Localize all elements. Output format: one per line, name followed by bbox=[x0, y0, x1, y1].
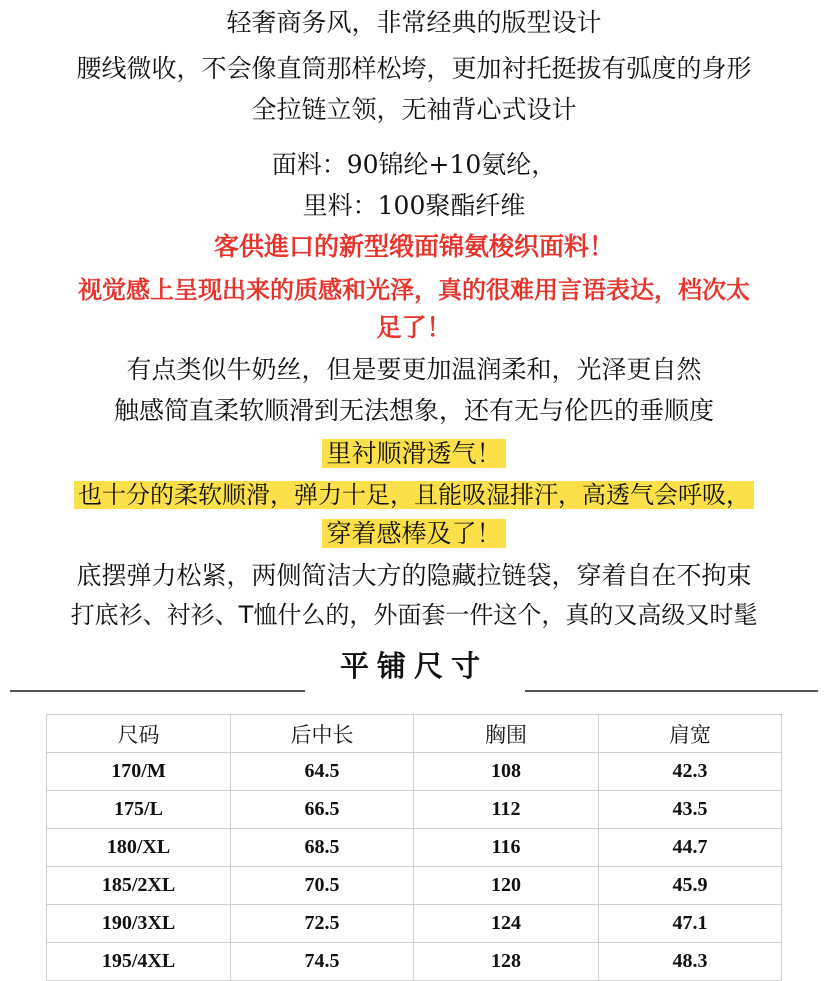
cell-chest: 128 bbox=[414, 943, 599, 981]
cell-chest: 120 bbox=[414, 867, 599, 905]
cell-back-length: 74.5 bbox=[231, 943, 414, 981]
cell-chest: 124 bbox=[414, 905, 599, 943]
red-line-3: 足了！ bbox=[376, 313, 452, 342]
cell-shoulder: 47.1 bbox=[599, 905, 782, 943]
header-size: 尺码 bbox=[47, 715, 231, 753]
highlight-line-2: 也十分的柔软顺滑，弹力十足，且能吸湿排汗，高透气会呼吸， bbox=[74, 481, 754, 509]
fabric-line-2 bbox=[0, 188, 828, 224]
closing-line-1: 底摆弹力松紧，两侧简洁大方的隐藏拉链袋，穿着自在不拘束 bbox=[76, 561, 752, 590]
cell-size: 185/2XL bbox=[47, 867, 231, 905]
table-row bbox=[47, 867, 782, 905]
highlight-line-1: 里衬顺滑透气！ bbox=[322, 439, 505, 468]
highlight-line-3-row bbox=[0, 516, 828, 552]
section-title: 平铺尺寸 bbox=[339, 649, 488, 683]
red-line-1: 客供進口的新型缎面锦氨梭织面料！ bbox=[213, 232, 614, 261]
cell-size: 170/M bbox=[47, 753, 231, 791]
touch-line-1: 有点类似牛奶丝，但是要更加温润柔和，光泽更自然 bbox=[126, 355, 702, 384]
cell-back-length: 70.5 bbox=[231, 867, 414, 905]
desc-line-2: 腰线微收，不会像直筒那样松垮，更加衬托挺拔有弧度的身形 bbox=[76, 54, 752, 83]
cell-shoulder: 44.7 bbox=[599, 829, 782, 867]
touch-line-2: 触感简直柔软顺滑到无法想象，还有无与伦匹的垂顺度 bbox=[113, 396, 714, 425]
cell-chest: 112 bbox=[414, 791, 599, 829]
header-back-length: 后中长 bbox=[231, 715, 414, 753]
highlight-line-3: 穿着感棒及了！ bbox=[322, 519, 505, 548]
cell-size: 175/L bbox=[47, 791, 231, 829]
size-table bbox=[46, 714, 782, 981]
desc-line-3: 全拉链立领，无袖背心式设计 bbox=[251, 95, 577, 124]
cell-shoulder: 42.3 bbox=[599, 753, 782, 791]
desc-line-1: 轻奢商务风，非常经典的版型设计 bbox=[226, 8, 602, 37]
highlight-line-1-row bbox=[0, 436, 828, 472]
cell-back-length: 72.5 bbox=[231, 905, 414, 943]
closing-line-2: 打底衫、衬衫、T恤什么的，外面套一件这个，真的又高级又时髦 bbox=[70, 601, 758, 629]
cell-back-length: 66.5 bbox=[231, 791, 414, 829]
cell-chest: 116 bbox=[414, 829, 599, 867]
table-row bbox=[47, 905, 782, 943]
section-rule-left bbox=[10, 690, 305, 692]
table-row bbox=[47, 753, 782, 791]
fabric-line-1-text: 面料：90锦纶+10氨纶， bbox=[271, 150, 557, 179]
table-row bbox=[47, 943, 782, 981]
cell-size: 190/3XL bbox=[47, 905, 231, 943]
fabric-line-1 bbox=[0, 147, 828, 183]
header-shoulder: 肩宽 bbox=[599, 715, 782, 753]
table-row bbox=[47, 791, 782, 829]
table-row bbox=[47, 829, 782, 867]
header-chest: 胸围 bbox=[414, 715, 599, 753]
cell-back-length: 68.5 bbox=[231, 829, 414, 867]
cell-shoulder: 45.9 bbox=[599, 867, 782, 905]
cell-shoulder: 48.3 bbox=[599, 943, 782, 981]
cell-size: 195/4XL bbox=[47, 943, 231, 981]
highlight-line-2-row bbox=[0, 477, 828, 513]
section-rule-right bbox=[525, 690, 818, 692]
size-table-header-row bbox=[47, 715, 782, 753]
cell-size: 180/XL bbox=[47, 829, 231, 867]
fabric-line-2-text: 里料：100聚酯纤维 bbox=[302, 191, 526, 220]
red-line-2: 视觉感上呈现出来的质感和光泽，真的很难用言语表达，档次太 bbox=[78, 276, 750, 304]
cell-shoulder: 43.5 bbox=[599, 791, 782, 829]
cell-chest: 108 bbox=[414, 753, 599, 791]
cell-back-length: 64.5 bbox=[231, 753, 414, 791]
